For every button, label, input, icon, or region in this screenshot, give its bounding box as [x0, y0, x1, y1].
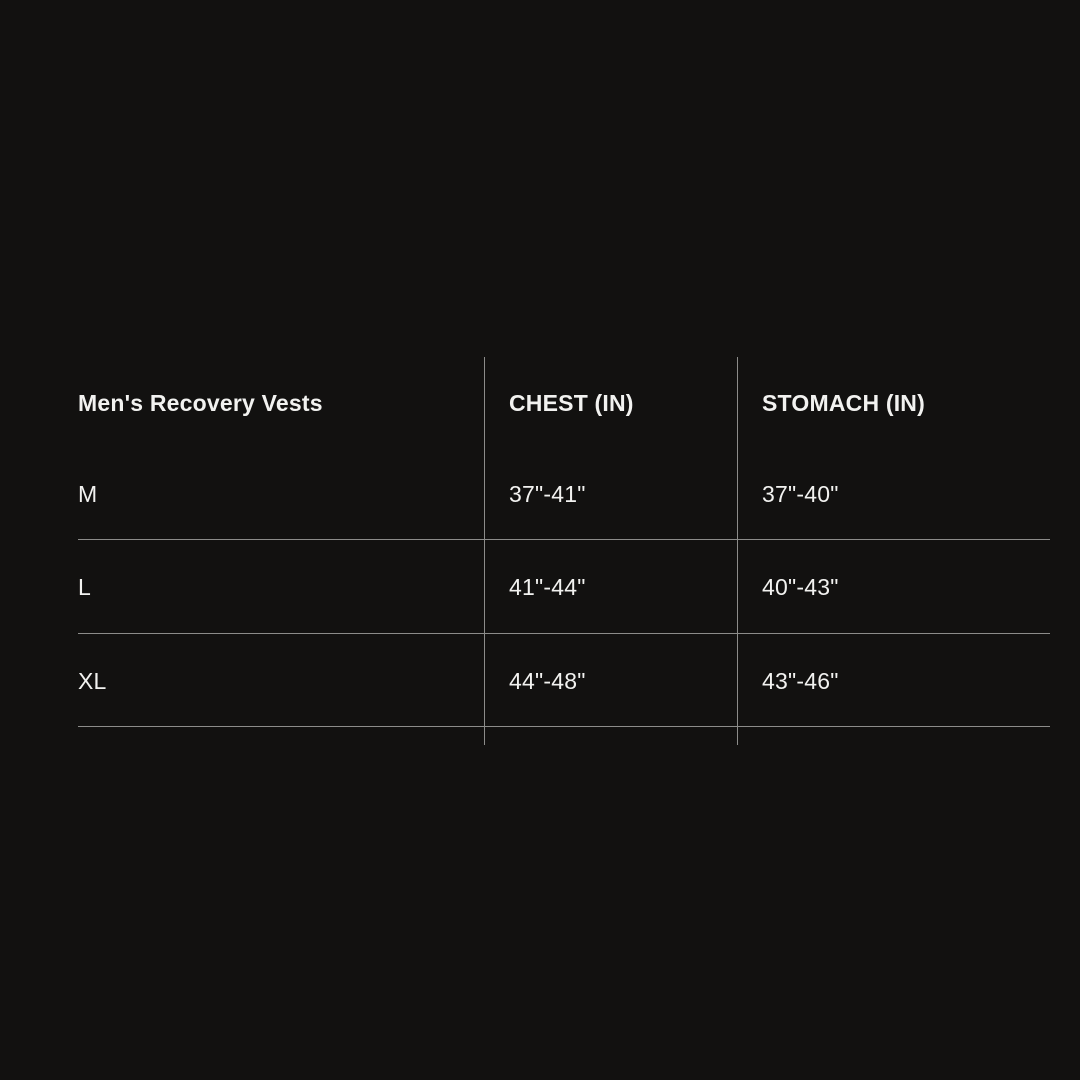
stomach-range: 40"-43" [762, 574, 839, 600]
chest-range: 44"-48" [509, 668, 586, 694]
chest-range: 37"-41" [509, 481, 586, 507]
row-divider [78, 726, 1050, 727]
column-divider [484, 357, 485, 745]
table-title-header: Men's Recovery Vests [78, 390, 323, 416]
stomach-column-header: STOMACH (IN) [762, 390, 925, 416]
size-label: XL [78, 668, 107, 694]
row-divider [78, 539, 1050, 540]
chest-column-header: CHEST (IN) [509, 390, 634, 416]
row-divider [78, 633, 1050, 634]
size-label: L [78, 574, 91, 600]
chest-range: 41"-44" [509, 574, 586, 600]
stomach-range: 43"-46" [762, 668, 839, 694]
size-chart-table [78, 357, 1050, 745]
column-divider [737, 357, 738, 745]
size-label: M [78, 481, 98, 507]
stomach-range: 37"-40" [762, 481, 839, 507]
